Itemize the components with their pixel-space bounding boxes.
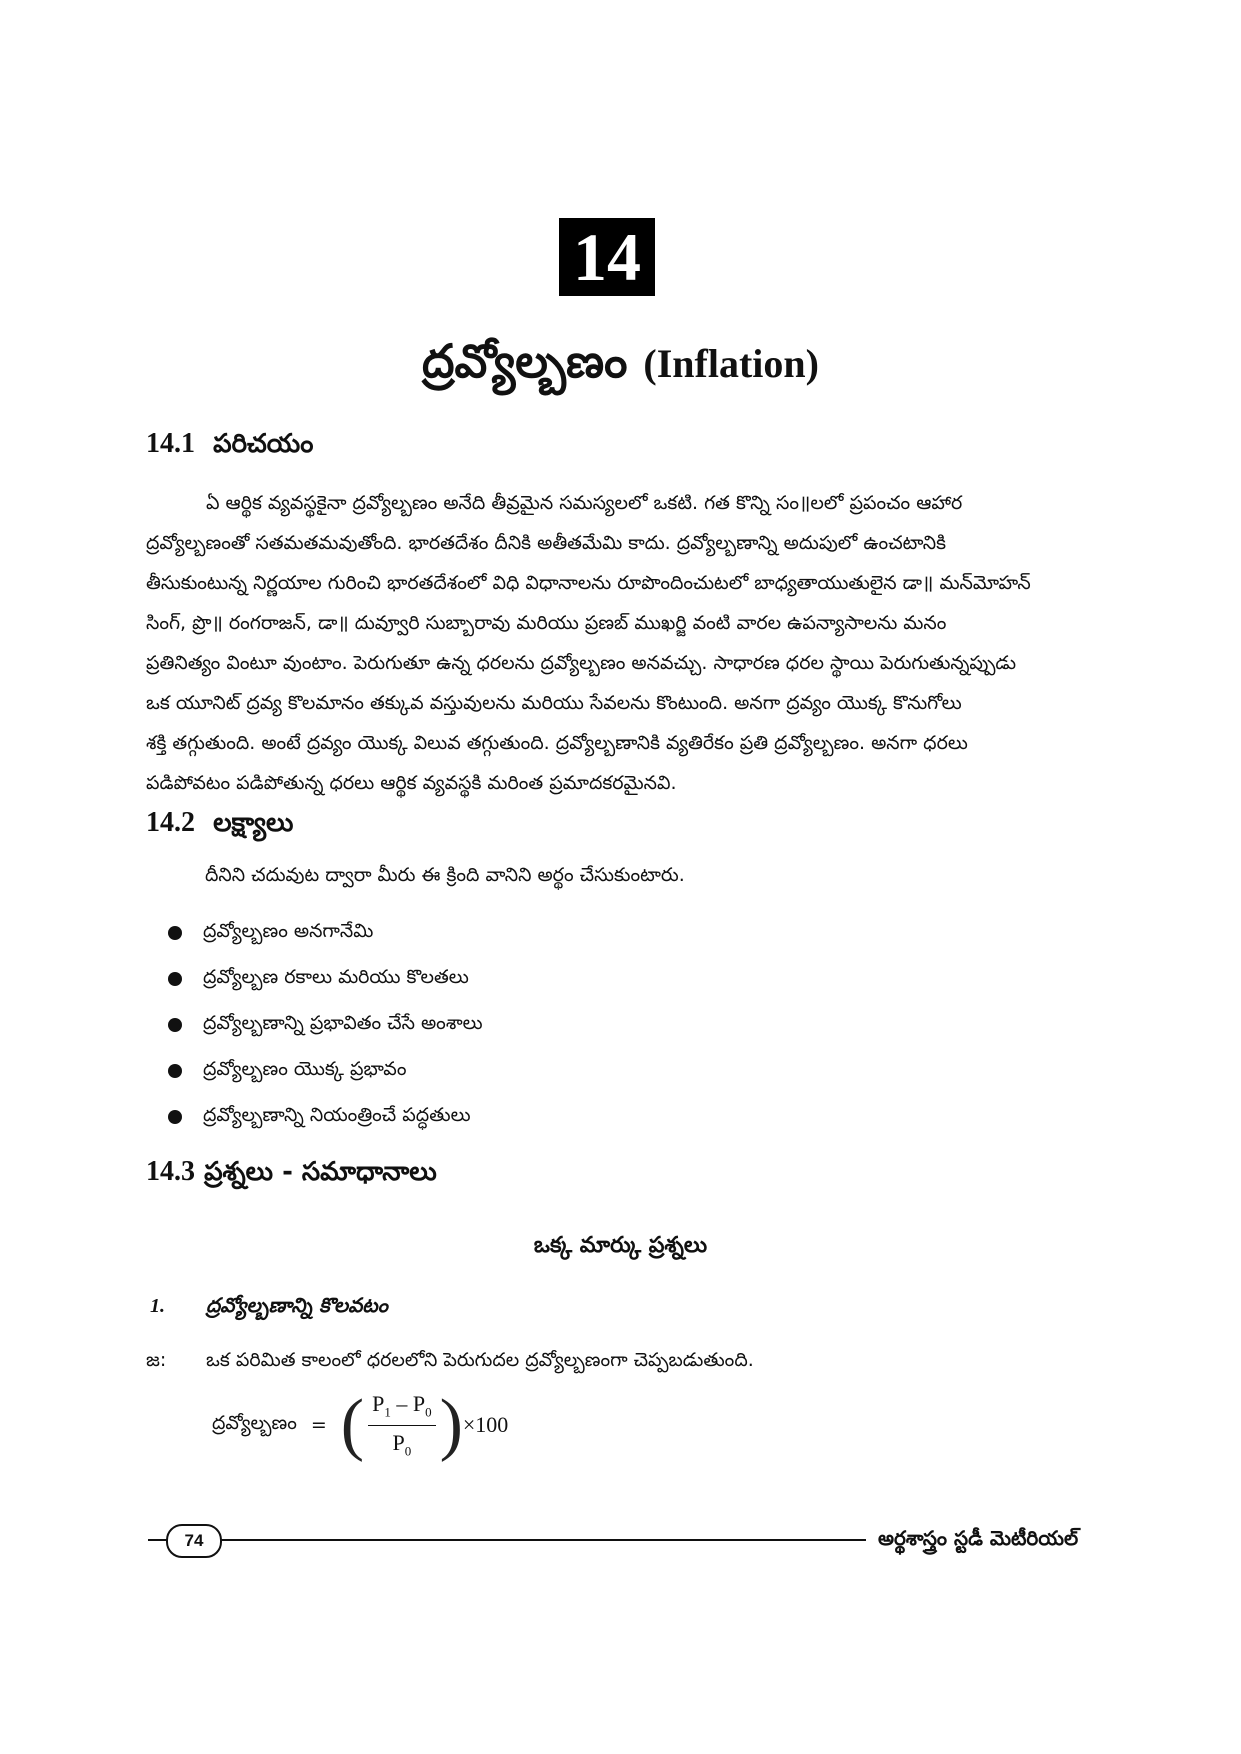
answer-text: ఒక పరిమిత కాలంలో ధరలలోని పెరుగుదల ద్రవ్యోల్బణంగా చెప్పబడుతుంది.	[206, 1349, 754, 1371]
formula-equals: =	[310, 1414, 327, 1436]
paragraph-line: ఏ ఆర్థిక వ్యవస్థకైనా ద్రవ్యోల్బణం అనేది తీవ్రమైన సమస్యలలో ఒకటి. గత కొన్ని సం॥లలో ప్రపంచం ఆహార	[206, 492, 963, 514]
section-number: 14.3	[146, 1156, 195, 1187]
list-item-text: ద్రవ్యోల్బణాన్ని ప్రభావితం చేసే అంశాలు	[203, 1011, 483, 1034]
footer-rule	[148, 1539, 866, 1541]
objectives-list	[168, 910, 483, 1140]
paragraph-line: శక్తి తగ్గుతుంది. అంటే ద్రవ్యం యొక్క విలువ తగ్గుతుంది. ద్రవ్యోల్బణానికి వ్యతిరేకం ప్రతి ద్రవ్యోల్బణం. అనగా ధరలు	[146, 732, 968, 754]
list-item-text: ద్రవ్యోల్బణాన్ని నియంత్రించే పద్ధతులు	[203, 1103, 471, 1126]
list-item-text: ద్రవ్యోల్బణం యొక్క ప్రభావం	[203, 1057, 407, 1080]
question-number: 1.	[150, 1295, 165, 1317]
right-bracket: )	[439, 1386, 463, 1463]
section-heading-objectives	[146, 807, 293, 844]
formula-fraction	[368, 1391, 436, 1459]
bullet-icon	[168, 926, 182, 940]
list-item	[168, 910, 483, 956]
objectives-intro: దీనిని చదువుట ద్వారా మీరు ఈ క్రింది వానిని అర్థం చేసుకుంటారు.	[205, 864, 685, 886]
list-item	[168, 1048, 483, 1094]
footer-book-title: అర్థశాస్త్రం స్టడీ మెటీరియల్	[878, 1526, 1079, 1550]
section-title: పరిచయం	[213, 429, 314, 459]
chapter-title	[0, 334, 1241, 400]
fraction-numerator: $P_1 - P_0$	[368, 1391, 436, 1425]
bullet-icon	[168, 1064, 182, 1078]
list-item-text: ద్రవ్యోల్బణ రకాలు మరియు కొలతలు	[203, 965, 469, 988]
paragraph-line: ద్రవ్యోల్బణంతో సతమతమవుతోంది. భారతదేశం దీనికి అతీతమేమి కాదు. ద్రవ్యోల్బణాన్ని అదుపులో ఉంచటానికి	[146, 532, 947, 554]
paragraph-line: సింగ్, ప్రొ॥ రంగరాజన్, డా॥ దువ్వూరి సుబ్బారావు మరియు ప్రణబ్ ముఖర్జి వంటి వారల ఉపన్యాసాలను మనం	[146, 612, 947, 634]
paragraph-line: ప్రతినిత్యం వింటూ వుంటాం. పెరుగుతూ ఉన్న ధరలను ద్రవ్యోల్బణం అనవచ్చు. సాధారణ ధరల స్థాయి పెరుగుతున్నప్పుడు	[146, 652, 1017, 674]
chapter-title-telugu: ద్రవ్యోల్బణం	[422, 334, 628, 388]
subsection-title: ఒక్క మార్కు ప్రశ్నలు	[533, 1233, 708, 1258]
left-bracket: (	[340, 1386, 365, 1463]
formula-multiplier: ×100	[462, 1412, 509, 1437]
question	[150, 1293, 388, 1322]
bullet-icon	[168, 972, 182, 986]
section-title: ప్రశ్నలు - సమాధానాలు	[204, 1157, 437, 1187]
list-item-text: ద్రవ్యోల్బణం అనగానేమి	[203, 919, 374, 942]
chapter-number: 14	[573, 219, 641, 295]
section-number: 14.1	[146, 428, 195, 459]
answer-prefix: జ:	[146, 1349, 167, 1371]
page-number-badge	[166, 1524, 222, 1558]
chapter-number-badge	[559, 218, 655, 296]
page-number: 74	[184, 1531, 204, 1550]
section-heading-introduction	[146, 428, 313, 465]
paragraph-line: తీసుకుంటున్న నిర్ణయాల గురించి భారతదేశంలో విధి విధానాలను రూపొందించుటలో బాధ్యతాయుతులైన డా॥ మన్‌మోహన్	[146, 572, 1031, 594]
paragraph-line: పడిపోవటం పడిపోతున్న ధరలు ఆర్థిక వ్యవస్థకి మరింత ప్రమాదకరమైనవి.	[146, 772, 677, 794]
fraction-denominator: $P_0$	[392, 1429, 412, 1458]
question-text: ద్రవ్యోల్బణాన్ని కొలవటం	[206, 1293, 388, 1317]
answer	[146, 1349, 754, 1376]
introduction-paragraph	[146, 483, 1096, 803]
list-item	[168, 1094, 483, 1140]
section-number: 14.2	[146, 807, 195, 838]
bullet-icon	[168, 1018, 182, 1032]
inflation-formula	[212, 1385, 508, 1465]
section-title: లక్ష్యాలు	[213, 808, 294, 838]
list-item	[168, 1002, 483, 1048]
list-item	[168, 956, 483, 1002]
section-heading-questions	[146, 1156, 437, 1193]
chapter-title-english: (Inflation)	[643, 341, 819, 386]
bullet-icon	[168, 1110, 182, 1124]
formula-lhs: ద్రవ్యోల్బణం	[212, 1411, 297, 1434]
paragraph-line: ఒక యూనిట్ ద్రవ్య కొలమానం తక్కువ వస్తువులను మరియు సేవలను కొంటుంది. అనగా ద్రవ్యం యొక్క కొనుగోలు	[146, 692, 962, 714]
